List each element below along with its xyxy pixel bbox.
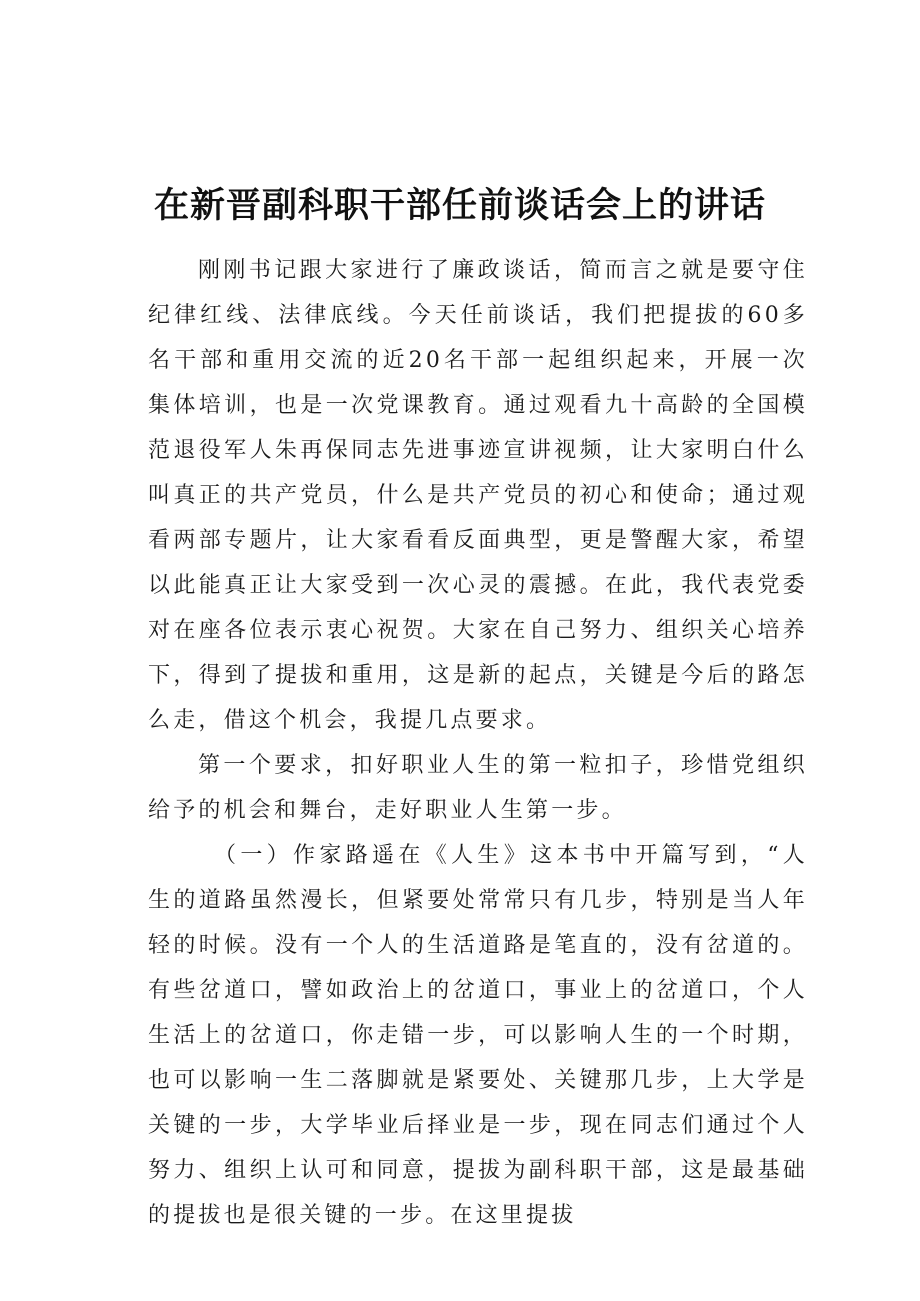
paragraph-opening: 刚刚书记跟大家进行了廉政谈话，简而言之就是要守住纪律红线、法律底线。今天任前谈话，我们把提拔的60多名干部和重用交流的近20名干部一起组织起来，开展一次集体培训，也是一次党课教育。通过观看九十高龄的全国模范退役军人朱再保同志先进事迹宣讲视频，让大家明白什么叫真正的共产党员，什么是共产党员的初心和使命；通过观看两部专题片，让大家看看反面典型，更是警醒大家，希望以此能真正让大家受到一次心灵的震撼。在此，我代表党委对在座各位表示衷心祝贺。大家在自己努力、组织关心培养下，得到了提拔和重用，这是新的起点，关键是今后的路怎么走，借这个机会，我提几点要求。 — [148, 258, 808, 733]
document-title: 在新晋副科职干部任前谈话会上的讲话 — [153, 185, 766, 227]
document-body — [148, 248, 808, 1238]
paragraph-subpoint-one: （一）作家路遥在《人生》这本书中开篇写到，“人生的道路虽然漫长，但紧要处常常只有几步，特别是当人年轻的时候。没有一个人的生活道路是笔直的，没有岔道的。有些岔道口，譬如政治上的岔道口，事业上的岔道口，个人生活上的岔道口，你走错一步，可以影响人生的一个时期，也可以影响一生二落脚就是紧要处、关键那几步，上大学是关键的一步，大学毕业后择业是一步，现在同志们通过个人努力、组织上认可和同意，提拔为副科职干部，这是最基础的提拔也是很关键的一步。在这里提拔 — [148, 843, 808, 1228]
paragraph-first-requirement: 第一个要求，扣好职业人生的第一粒扣子，珍惜党组织给予的机会和舞台，走好职业人生第一步。 — [148, 753, 808, 823]
